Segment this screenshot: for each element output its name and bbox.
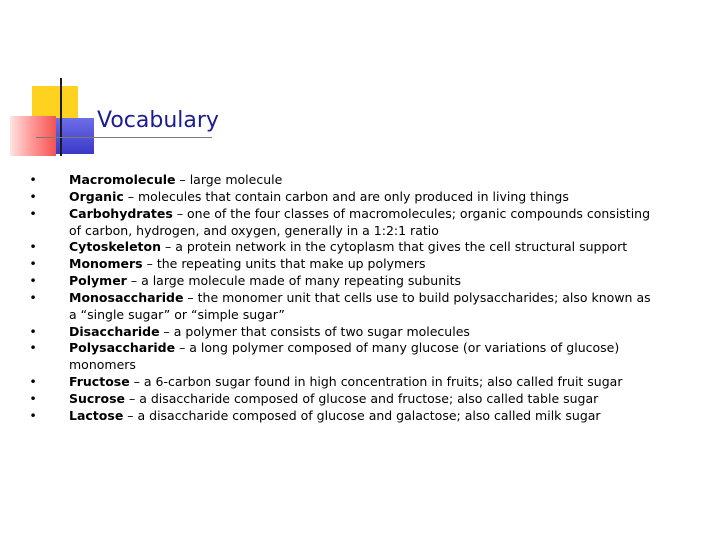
list-item: [0, 273, 661, 290]
term-definition: large molecule: [189, 172, 283, 187]
term-definition: a large molecule made of many repeating subunits: [141, 273, 461, 289]
term-separator: –: [142, 256, 157, 272]
term-definition: a long polymer composed of many glucose (or variations of glucose) monomers: [69, 340, 620, 373]
list-item: [0, 239, 661, 256]
bullet-icon: •: [29, 188, 37, 204]
term-word: Monosaccharide: [69, 289, 184, 305]
term-word: Polysaccharide: [69, 340, 176, 356]
bullet-icon: •: [29, 390, 37, 406]
bullet-icon: •: [29, 407, 37, 423]
bullet-icon: •: [29, 239, 37, 255]
bullet-icon: •: [29, 323, 37, 339]
list-item: [0, 206, 661, 240]
term-separator: –: [161, 239, 176, 255]
term-word: Fructose: [69, 374, 130, 390]
term-separator: –: [126, 273, 142, 289]
bullet-icon: •: [29, 340, 37, 356]
term-definition: the repeating units that make up polymers: [156, 256, 426, 272]
term-separator: –: [123, 188, 138, 204]
list-item: [0, 189, 661, 206]
term-separator: –: [124, 390, 140, 406]
list-item: [0, 408, 661, 425]
term-definition: the monomer unit that cells use to build polysaccharides; also known as a “single sugar” or “simple sugar”: [69, 289, 651, 322]
list-item: [0, 290, 661, 324]
bullet-icon: •: [29, 205, 37, 221]
bullet-icon: •: [29, 256, 37, 272]
decor-horizontal-line: [36, 137, 212, 138]
term-separator: –: [129, 374, 144, 390]
list-item: [0, 324, 661, 341]
term-word: Macromolecule: [69, 172, 176, 187]
list-item: [0, 172, 661, 189]
term-word: Cytoskeleton: [69, 239, 162, 255]
term-separator: –: [183, 289, 198, 305]
term-word: Organic: [69, 188, 124, 204]
term-separator: –: [123, 407, 138, 423]
decor-vertical-line: [60, 78, 62, 156]
bullet-icon: •: [29, 273, 37, 289]
term-separator: –: [175, 172, 190, 187]
slide-title: Vocabulary: [97, 108, 219, 133]
term-definition: a 6-carbon sugar found in high concentration in fruits; also called fruit sugar: [143, 374, 623, 390]
term-word: Carbohydrates: [69, 205, 173, 221]
bullet-icon: •: [29, 172, 37, 187]
decor-red-square: [10, 116, 56, 156]
vocabulary-list: [0, 172, 720, 425]
list-item: [0, 340, 661, 374]
term-definition: a protein network in the cytoplasm that gives the cell structural support: [175, 239, 628, 255]
term-separator: –: [159, 323, 174, 339]
term-word: Monomers: [69, 256, 143, 272]
list-item: [0, 256, 661, 273]
term-separator: –: [175, 340, 190, 356]
term-word: Disaccharide: [69, 323, 160, 339]
list-item: [0, 374, 661, 391]
term-definition: a disaccharide composed of glucose and fructose; also called table sugar: [139, 390, 599, 406]
term-separator: –: [172, 205, 187, 221]
term-word: Polymer: [69, 273, 127, 289]
term-word: Sucrose: [69, 390, 125, 406]
term-definition: a disaccharide composed of glucose and galactose; also called milk sugar: [137, 407, 601, 423]
term-definition: a polymer that consists of two sugar molecules: [173, 323, 470, 339]
term-word: Lactose: [69, 407, 124, 423]
list-item: [0, 391, 661, 408]
bullet-icon: •: [29, 374, 37, 390]
term-definition: one of the four classes of macromolecules; organic compounds consisting of carbon, hydrogen, and oxygen, generally in a 1:2:1 ratio: [69, 205, 651, 238]
bullet-icon: •: [29, 289, 37, 305]
term-definition: molecules that contain carbon and are only produced in living things: [137, 188, 569, 204]
